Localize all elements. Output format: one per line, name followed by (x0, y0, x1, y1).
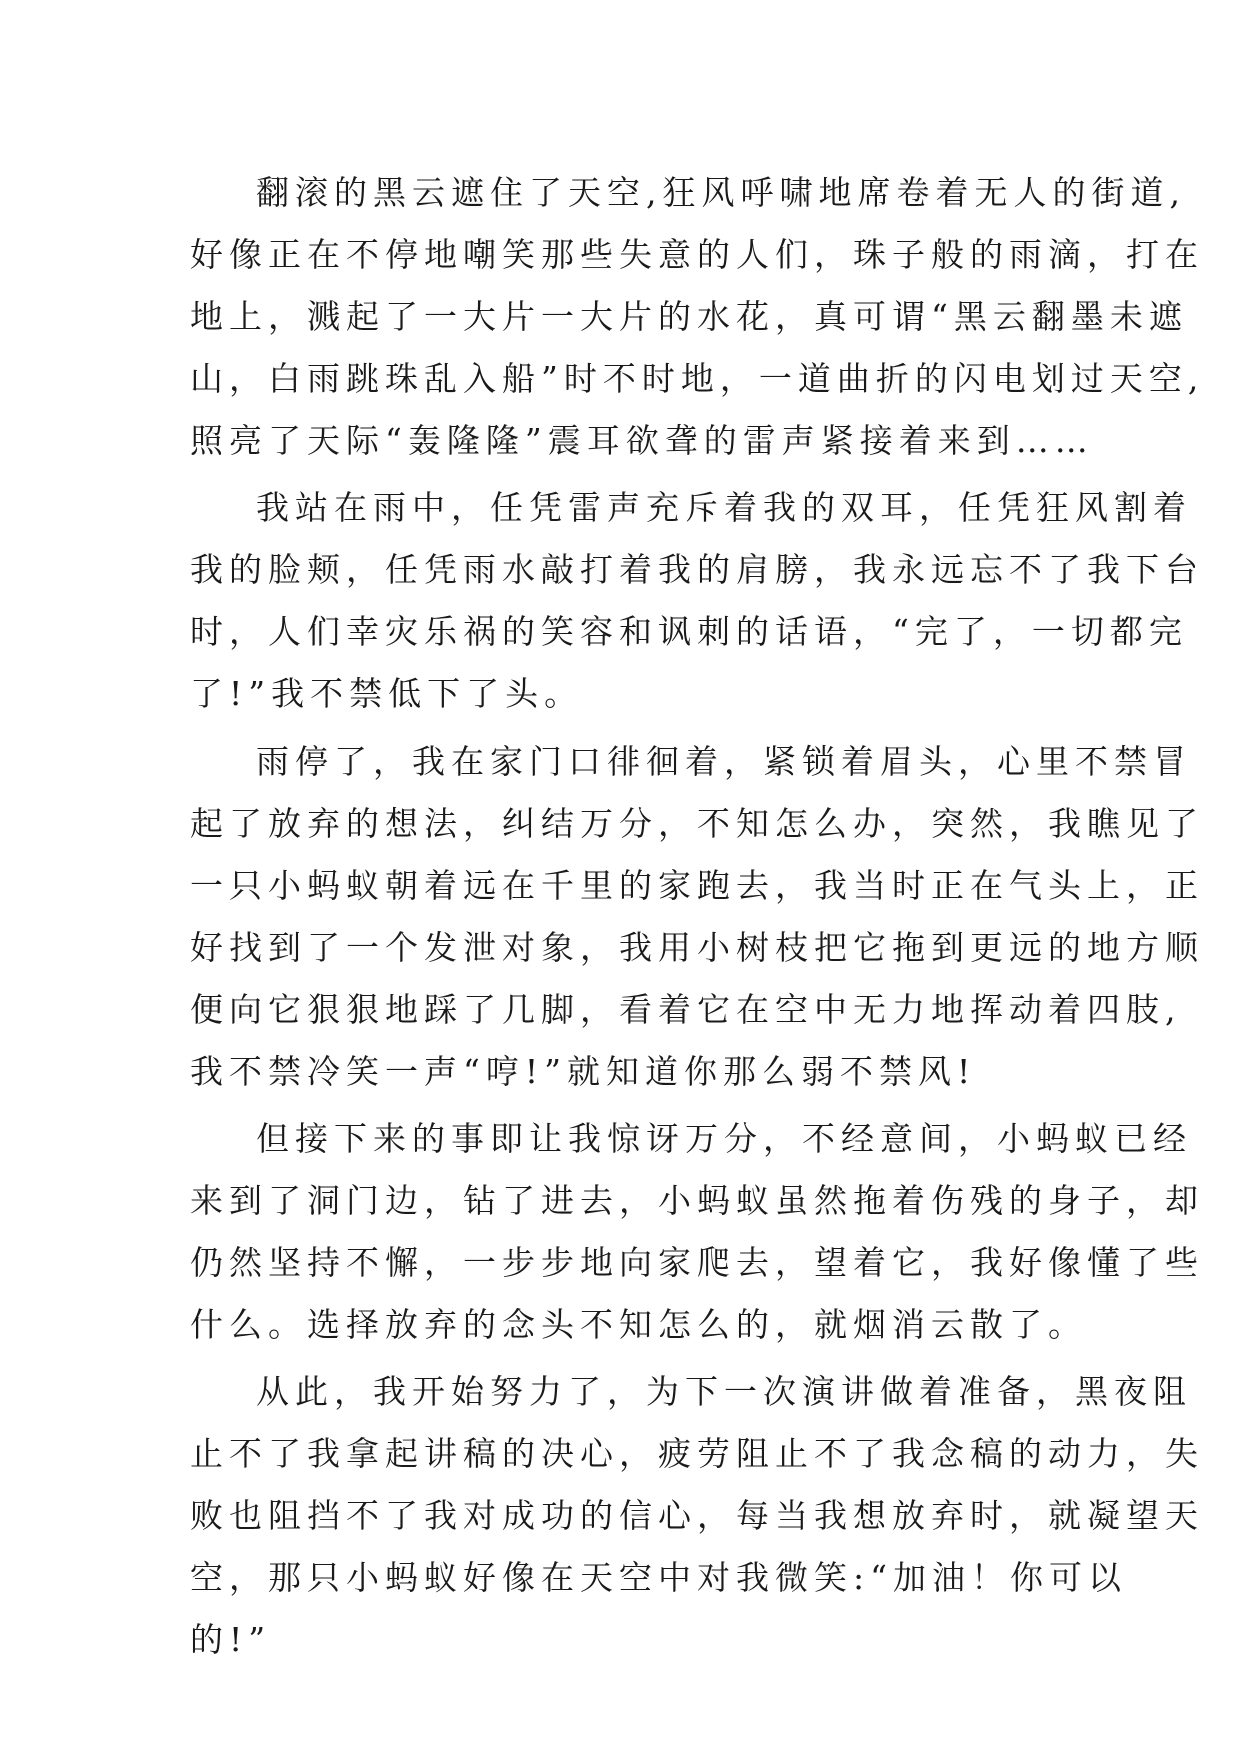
text-line: 我站在雨中，任凭雷声充斥着我的双耳，任凭狂风割着 (256, 488, 1192, 527)
text-line: 地上，溅起了一大片一大片的水花，真可谓“黑云翻墨未遮 (190, 297, 1188, 336)
text-line: 什么。选择放弃的念头不知怎么的，就烟消云散了。 (190, 1305, 1087, 1344)
text-line: 翻滚的黑云遮住了天空,狂风呼啸地席卷着无人的街道, (256, 173, 1186, 212)
text-line: 照亮了天际“轰隆隆”震耳欲聋的雷声紧接着来到…… (190, 421, 1094, 460)
text-line: 从此，我开始努力了，为下一次演讲做着准备，黑夜阻 (256, 1372, 1192, 1411)
text-line: 我的脸颊，任凭雨水敲打着我的肩膀，我永远忘不了我下台 (190, 550, 1204, 589)
text-line: 雨停了，我在家门口徘徊着，紧锁着眉头，心里不禁冒 (256, 742, 1192, 781)
text-line: 一只小蚂蚁朝着远在千里的家跑去，我当时正在气头上，正 (190, 866, 1204, 905)
text-line: 仍然坚持不懈，一步步地向家爬去，望着它，我好像懂了些 (190, 1243, 1204, 1282)
text-line: 但接下来的事即让我惊讶万分，不经意间，小蚂蚁已经 (256, 1119, 1192, 1158)
text-line: 了!”我不禁低下了头。 (190, 674, 584, 713)
text-line: 止不了我拿起讲稿的决心，疲劳阻止不了我念稿的动力，失 (190, 1434, 1204, 1473)
text-line: 好像正在不停地嘲笑那些失意的人们，珠子般的雨滴，打在 (190, 235, 1204, 274)
text-line: 空，那只小蚂蚁好像在天空中对我微笑:“加油！你可以 (190, 1558, 1127, 1597)
text-line: 好找到了一个发泄对象，我用小树枝把它拖到更远的地方顺 (190, 928, 1204, 967)
text-line: 便向它狠狠地踩了几脚，看着它在空中无力地挥动着四肢, (190, 990, 1182, 1029)
text-line: 的!” (190, 1620, 272, 1659)
text-line: 山，白雨跳珠乱入船”时不时地，一道曲折的闪电划过天空, (190, 359, 1205, 398)
text-line: 时，人们幸灾乐祸的笑容和讽刺的话语，“完了，一切都完 (190, 612, 1188, 651)
text-line: 起了放弃的想法，纠结万分，不知怎么办，突然，我瞧见了 (190, 804, 1204, 843)
text-line: 败也阻挡不了我对成功的信心，每当我想放弃时，就凝望天 (190, 1496, 1204, 1535)
text-line: 我不禁冷笑一声“哼!”就知道你那么弱不禁风! (190, 1052, 977, 1091)
text-line: 来到了洞门边，钻了进去，小蚂蚁虽然拖着伤残的身子，却 (190, 1181, 1204, 1220)
